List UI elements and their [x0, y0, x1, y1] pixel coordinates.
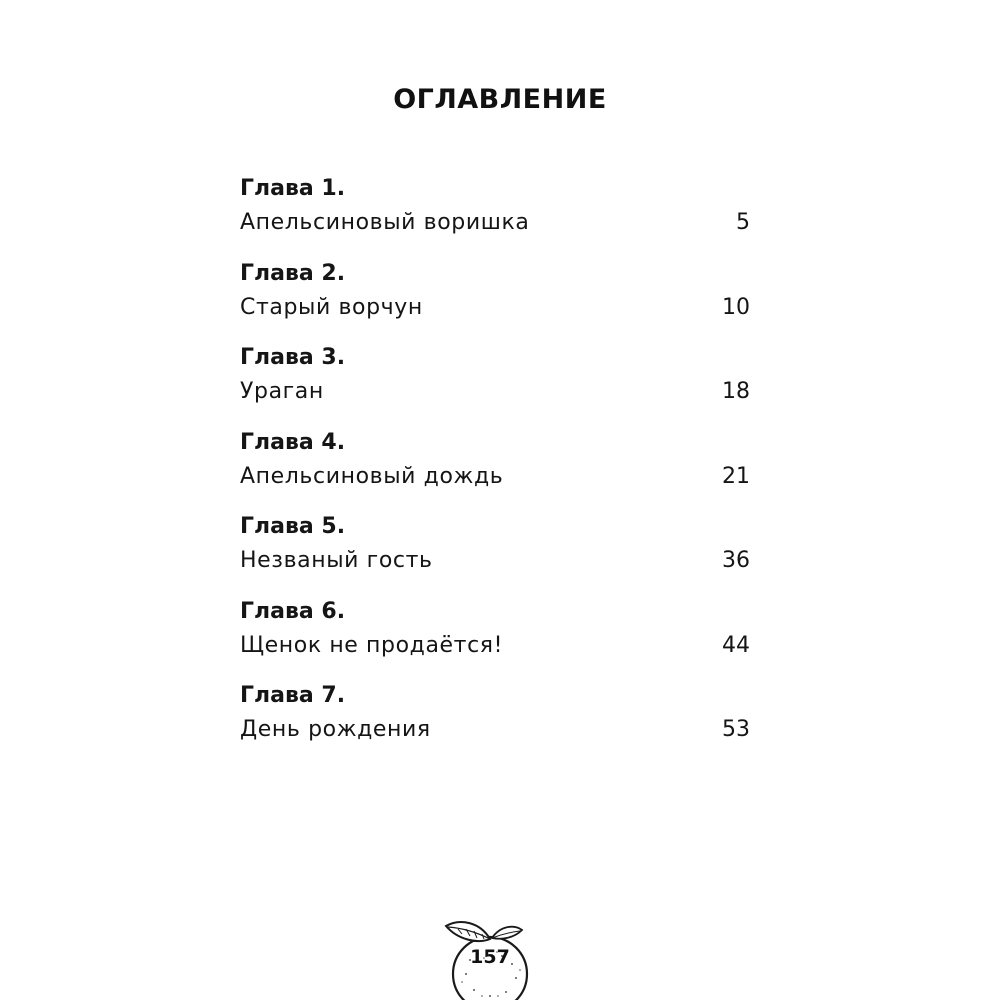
toc-entry: [240, 426, 750, 511]
chapter-page-number: 21: [722, 463, 750, 489]
chapter-label: Глава 1.: [240, 176, 346, 201]
chapter-label: Глава 3.: [240, 345, 346, 370]
chapter-page-number: 53: [722, 717, 750, 742]
toc-entry: [240, 172, 750, 257]
toc-entry: [240, 679, 750, 764]
chapter-title: Щенок не продаётся!: [240, 632, 504, 658]
page-number: 157: [470, 946, 510, 968]
chapter-title: Незваный гость: [240, 548, 433, 573]
toc-entry: [240, 510, 750, 595]
chapter-title: Апельсиновый воришка: [240, 210, 530, 235]
chapter-page-number: 18: [722, 379, 750, 404]
chapter-title: Апельсиновый дождь: [240, 463, 504, 489]
chapter-label: Глава 7.: [240, 683, 346, 708]
page-folio: [440, 912, 530, 1000]
chapter-page-number: 5: [736, 210, 750, 235]
chapter-label: Глава 2.: [240, 260, 346, 286]
toc-entry: [240, 341, 750, 426]
toc-entry: [240, 257, 750, 342]
chapter-label: Глава 4.: [240, 429, 346, 455]
chapter-page-number: 10: [722, 294, 750, 320]
chapter-title: Ураган: [240, 379, 324, 404]
chapter-page-number: 36: [722, 548, 750, 573]
chapter-title: День рождения: [240, 717, 431, 742]
chapter-title: Старый ворчун: [240, 294, 423, 320]
toc-title: ОГЛАВЛЕНИЕ: [393, 84, 607, 115]
chapter-page-number: 44: [722, 632, 750, 658]
toc-list: [240, 172, 750, 764]
chapter-label: Глава 6.: [240, 598, 346, 624]
chapter-label: Глава 5.: [240, 514, 346, 539]
toc-entry: [240, 595, 750, 680]
